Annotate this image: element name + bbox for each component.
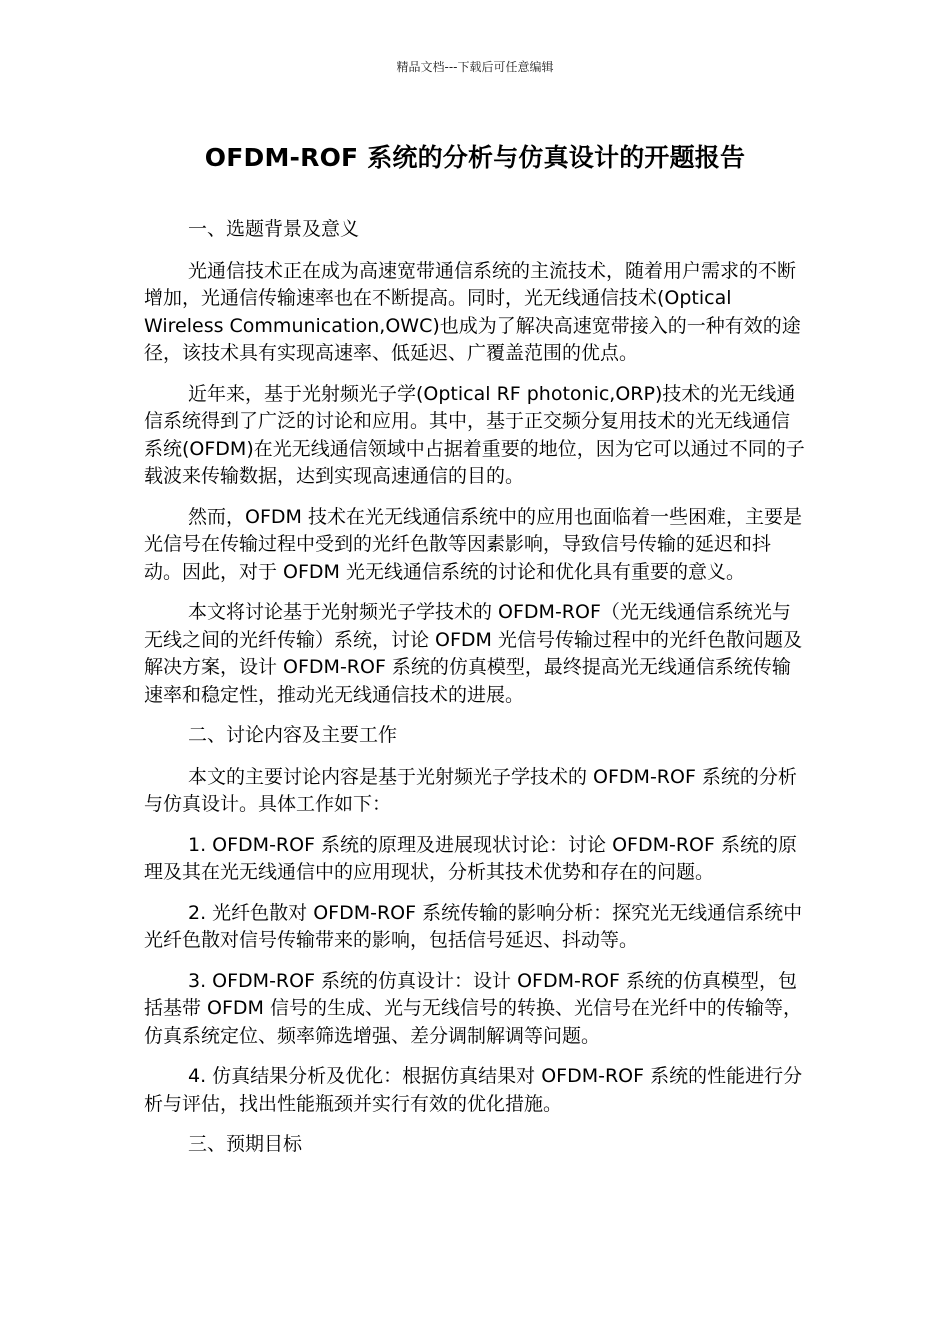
list-item: 1. OFDM-ROF 系统的原理及进展现状讨论：讨论 OFDM-ROF 系统的原理及其在光无线通信中的应用现状，分析其技术优势和存在的问题。 xyxy=(144,833,797,883)
list-item: 2. 光纤色散对 OFDM-ROF 系统传输的影响分析：探究光无线通信系统中光纤色散对信号传输带来的影响，包括信号延迟、抖动等。 xyxy=(144,901,803,951)
paragraph: 本文将讨论基于光射频光子学技术的 OFDM-ROF（光无线通信系统光与无线之间的光纤传输）系统，讨论 OFDM 光信号传输过程中的光纤色散问题及解决方案，设计 OFDM-ROF 系统的仿真模型，最终提高光无线通信系统传输速率和稳定性，推动光无线通信技术的进展。 xyxy=(144,601,802,706)
section-heading-3: 三、预期目标 xyxy=(188,1133,303,1155)
paragraph: 近年来，基于光射频光子学(Optical RF photonic,ORP)技术的光无线通信系统得到了广泛的讨论和应用。其中，基于正交频分复用技术的光无线通信系统(OFDM)在光无线通信领域中占据着重要的地位，因为它可以通过不同的子载波来传输数据，达到实现高速通信的目的。 xyxy=(144,382,805,487)
paragraph: 本文的主要讨论内容是基于光射频光子学技术的 OFDM-ROF 系统的分析与仿真设计。具体工作如下： xyxy=(144,765,797,815)
page-header-note: 精品文档---下载后可任意编辑 xyxy=(396,60,554,74)
section-heading-2: 二、讨论内容及主要工作 xyxy=(188,724,398,746)
document-body xyxy=(144,216,808,1173)
list-item: 3. OFDM-ROF 系统的仿真设计：设计 OFDM-ROF 系统的仿真模型，包括基带 OFDM 信号的生成、光与无线信号的转换、光信号在光纤中的传输等，仿真系统定位、频率筛选增强、差分调制解调等问题。 xyxy=(144,969,802,1047)
list-item: 4. 仿真结果分析及优化：根据仿真结果对 OFDM-ROF 系统的性能进行分析与评估，找出性能瓶颈并实行有效的优化措施。 xyxy=(144,1065,803,1115)
paragraph: 光通信技术正在成为高速宽带通信系统的主流技术，随着用户需求的不断增加，光通信传输速率也在不断提高。同时，光无线通信技术(Optical Wireless Communication,OWC)也成为了解决高速宽带接入的一种有效的途径，该技术具有实现高速率、低延迟、广覆盖范围的优点。 xyxy=(144,259,801,364)
document-title: OFDM-ROF 系统的分析与仿真设计的开题报告 xyxy=(204,143,746,172)
paragraph: 然而，OFDM 技术在光无线通信系统中的应用也面临着一些困难，主要是光信号在传输过程中受到的光纤色散等因素影响，导致信号传输的延迟和抖动。因此，对于 OFDM 光无线通信系统的讨论和优化具有重要的意义。 xyxy=(144,505,802,583)
section-heading-1: 一、选题背景及意义 xyxy=(188,218,360,240)
